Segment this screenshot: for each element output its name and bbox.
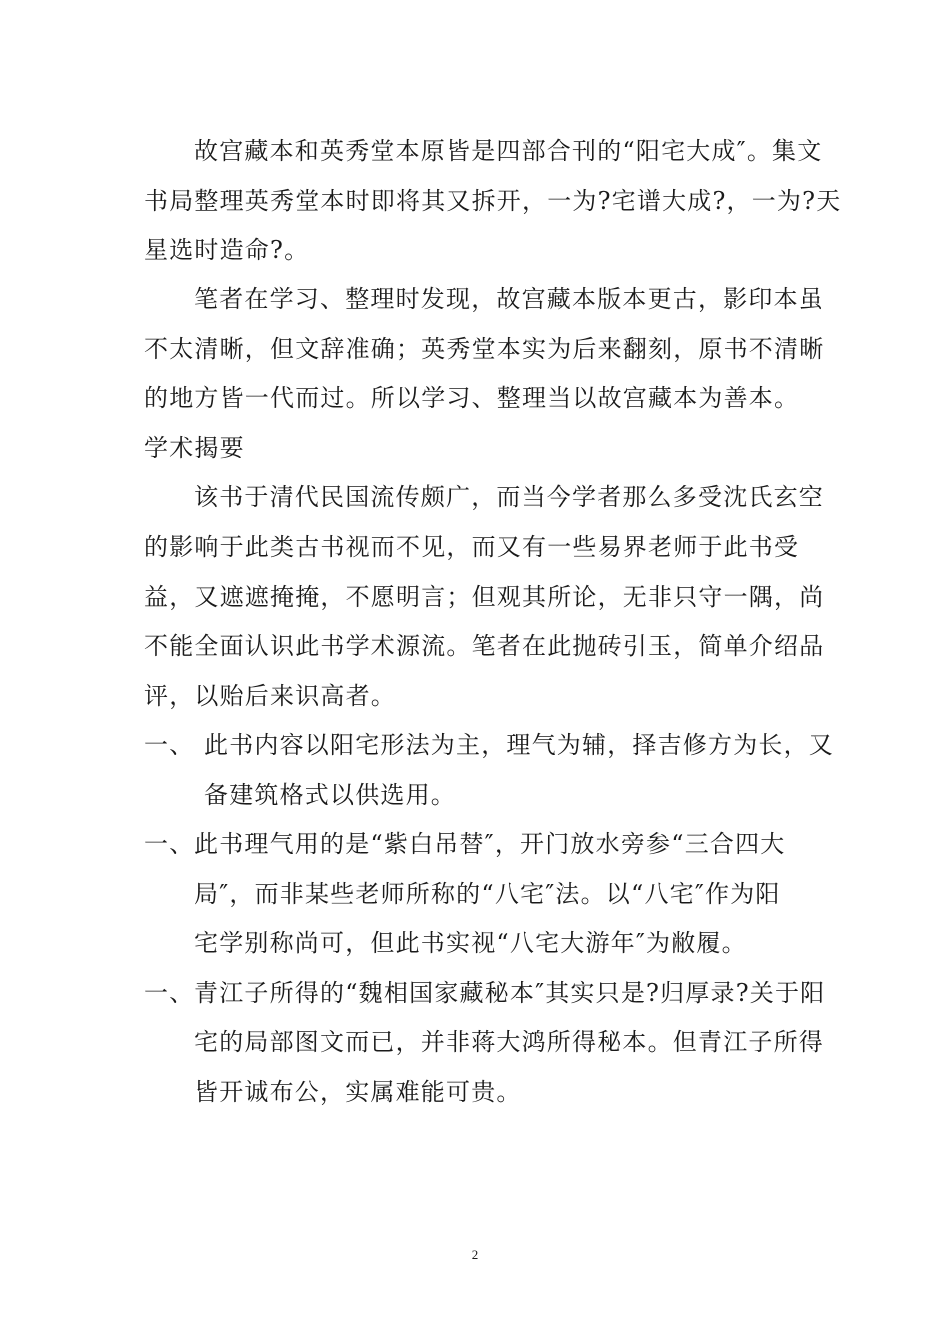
paragraph-1-line-3: 星选时造命?。 bbox=[144, 236, 310, 264]
list-item-1-line-2: 备建筑格式以供选用。 bbox=[204, 781, 456, 809]
list-item-2-marker: 一、 bbox=[144, 830, 195, 858]
paragraph-3-line-4: 不能全面认识此书学术源流。笔者在此抛砖引玉，简单介绍品 bbox=[144, 632, 825, 660]
list-item-3-marker: 一、 bbox=[144, 979, 195, 1007]
list-item-2-line-2: 局″，而非某些老师所称的“八宅″法。以“八宅″作为阳 bbox=[194, 880, 781, 908]
paragraph-1-line-2: 书局整理英秀堂本时即将其又拆开，一为?宅谱大成?，一为?天 bbox=[144, 187, 842, 215]
list-item-3-line-3: 皆开诚布公，实属难能可贵。 bbox=[194, 1078, 522, 1106]
paragraph-3-line-1: 该书于清代民国流传颇广，而当今学者那么多受沈氏玄空 bbox=[194, 483, 824, 511]
list-item-3-line-2: 宅的局部图文而已，并非蒋大鸿所得秘本。但青江子所得 bbox=[194, 1028, 824, 1056]
list-item-2-line-3: 宅学别称尚可，但此书实视“八宅大游年″为敝履。 bbox=[194, 929, 747, 957]
list-item-1-marker: 一、 bbox=[144, 731, 195, 759]
paragraph-2-line-3: 的地方皆一代而过。所以学习、整理当以故宫藏本为善本。 bbox=[144, 384, 800, 412]
paragraph-3-line-5: 评，以贻后来识高者。 bbox=[144, 682, 396, 710]
list-item-2-line-1: 此书理气用的是“紫白吊替″，开门放水旁参“三合四大 bbox=[194, 830, 786, 858]
list-item-3-line-1: 青江子所得的“魏相国家藏秘本″其实只是?归厚录?关于阳 bbox=[194, 979, 826, 1007]
paragraph-2-line-1: 笔者在学习、整理时发现，故宫藏本版本更古，影印本虽 bbox=[194, 285, 824, 313]
paragraph-1-line-1: 故宫藏本和英秀堂本原皆是四部合刊的“阳宅大成″。集文 bbox=[194, 137, 823, 165]
section-heading: 学术揭要 bbox=[144, 434, 245, 462]
paragraph-3-line-3: 益，又遮遮掩掩，不愿明言；但观其所论，无非只守一隅，尚 bbox=[144, 583, 825, 611]
page-number: 2 bbox=[471, 1247, 479, 1262]
paragraph-2-line-2: 不太清晰，但文辞准确；英秀堂本实为后来翻刻，原书不清晰 bbox=[144, 335, 825, 363]
list-item-1-line-1: 此书内容以阳宅形法为主，理气为辅，择吉修方为长，又 bbox=[204, 731, 834, 759]
paragraph-3-line-2: 的影响于此类古书视而不见，而又有一些易界老师于此书受 bbox=[144, 533, 800, 561]
